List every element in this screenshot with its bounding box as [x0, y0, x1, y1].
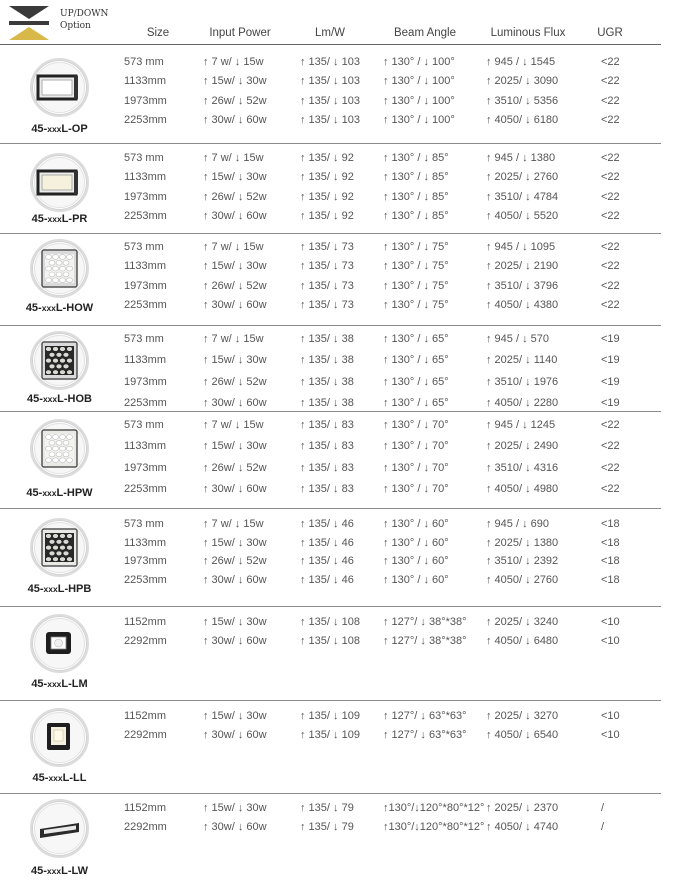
- input-power-cell: ↑ 30w/ ↓ 60w: [203, 298, 267, 311]
- table-row: [0, 152, 691, 170]
- input-power-cell: ↑ 15w/ ↓ 30w: [203, 260, 267, 273]
- section-divider: [0, 606, 661, 607]
- ugr-cell: /: [601, 821, 605, 833]
- luminous-flux-cell: ↑ 3510/ ↓ 1976: [486, 375, 559, 388]
- product-code-variable: xxx: [47, 679, 62, 689]
- section-divider: [0, 700, 661, 701]
- ugr-cell: <22: [601, 75, 620, 88]
- beam-angle-cell: ↑ 130° / ↓ 60°: [383, 574, 449, 587]
- product-code-prefix: 45-: [26, 487, 43, 499]
- product-code-suffix: L-HOB: [57, 393, 92, 405]
- beam-angle-cell: ↑ 130° / ↓ 100°: [383, 75, 455, 88]
- luminous-flux-cell: ↑ 2025/ ↓ 3090: [486, 75, 559, 88]
- ugr-cell: <22: [601, 482, 620, 495]
- size-cell: 2253mm: [124, 396, 167, 409]
- luminous-flux-cell: ↑ 4050/ ↓ 6540: [486, 729, 559, 741]
- product-section: [0, 325, 691, 411]
- ugr-cell: <10: [601, 635, 620, 647]
- luminous-flux-cell: ↑ 2025/ ↓ 2190: [486, 260, 559, 273]
- input-power-cell: ↑ 15w/ ↓ 30w: [203, 75, 267, 88]
- luminous-flux-cell: ↑ 3510/ ↓ 5356: [486, 94, 559, 107]
- product-code-prefix: 45-: [27, 583, 44, 595]
- product-code-suffix: L-OP: [61, 123, 88, 135]
- product-code-variable: xxx: [42, 394, 58, 404]
- size-cell: 1152mm: [124, 710, 166, 722]
- table-row: [0, 56, 691, 74]
- option-label: [60, 8, 108, 32]
- input-power-cell: ↑ 26w/ ↓ 52w: [203, 190, 267, 203]
- column-header-luminous-flux: Luminous Flux: [490, 27, 566, 39]
- option-label-line1: UP/DOWN: [60, 9, 109, 19]
- input-power-cell: ↑ 26w/ ↓ 52w: [203, 555, 267, 568]
- column-header-input-power: Input Power: [209, 27, 271, 39]
- product-code: [12, 865, 107, 877]
- input-power-cell: ↑ 30w/ ↓ 60w: [203, 396, 267, 409]
- table-row: [0, 537, 691, 555]
- lm-w-cell: ↑ 135/ ↓ 38: [300, 375, 354, 388]
- lm-w-cell: ↑ 135/ ↓ 46: [300, 518, 354, 530]
- luminous-flux-cell: ↑ 945 / ↓ 570: [486, 333, 549, 345]
- table-row: [0, 440, 691, 458]
- ugr-cell: /: [601, 802, 605, 814]
- input-power-cell: ↑ 7 w/ ↓ 15w: [203, 56, 264, 68]
- ugr-cell: <22: [601, 279, 620, 292]
- table-row: [0, 518, 691, 536]
- table-row: [0, 354, 691, 372]
- product-code-suffix: L-LW: [61, 865, 88, 877]
- product-code: [12, 772, 107, 784]
- size-cell: 1973mm: [124, 375, 167, 388]
- beam-angle-cell: ↑ 130° / ↓ 60°: [383, 518, 449, 530]
- beam-angle-cell: ↑ 127°/ ↓ 38°*38°: [383, 635, 467, 647]
- size-cell: 2253mm: [124, 482, 167, 495]
- table-row: [0, 710, 691, 728]
- product-section: [0, 793, 691, 885]
- beam-angle-cell: ↑ 130° / ↓ 65°: [383, 333, 449, 345]
- beam-angle-cell: ↑ 130° / ↓ 100°: [383, 94, 455, 107]
- lm-w-cell: ↑ 135/ ↓ 38: [300, 354, 354, 367]
- lm-w-cell: ↑ 135/ ↓ 79: [300, 802, 354, 814]
- input-power-cell: ↑ 26w/ ↓ 52w: [203, 461, 267, 474]
- size-cell: 2253mm: [124, 574, 167, 587]
- size-cell: 2253mm: [124, 113, 167, 126]
- input-power-cell: ↑ 15w/ ↓ 30w: [203, 616, 267, 628]
- input-power-cell: ↑ 15w/ ↓ 30w: [203, 802, 267, 814]
- header-divider: [0, 44, 661, 45]
- section-divider: [0, 325, 661, 326]
- luminous-flux-cell: ↑ 2025/ ↓ 2370: [486, 802, 559, 814]
- table-row: [0, 729, 691, 747]
- input-power-cell: ↑ 7 w/ ↓ 15w: [203, 518, 264, 530]
- product-code-suffix: L-HPB: [57, 583, 92, 595]
- ugr-cell: <19: [601, 375, 620, 388]
- input-power-cell: ↑ 15w/ ↓ 30w: [203, 440, 267, 453]
- lm-w-cell: ↑ 135/ ↓ 83: [300, 419, 354, 431]
- ugr-cell: <18: [601, 536, 620, 549]
- lm-w-cell: ↑ 135/ ↓ 83: [300, 482, 354, 495]
- ugr-cell: <10: [601, 616, 620, 628]
- table-row: [0, 419, 691, 437]
- beam-angle-cell: ↑ 130° / ↓ 100°: [383, 56, 455, 68]
- lm-w-cell: ↑ 135/ ↓ 108: [300, 616, 360, 628]
- beam-angle-cell: ↑130°/↓120°*80°*12°: [383, 802, 485, 814]
- lm-w-cell: ↑ 135/ ↓ 83: [300, 440, 354, 453]
- size-cell: 2292mm: [124, 635, 167, 647]
- table-row: [0, 299, 691, 317]
- lm-w-cell: ↑ 135/ ↓ 92: [300, 190, 354, 203]
- input-power-cell: ↑ 15w/ ↓ 30w: [203, 536, 267, 549]
- size-cell: 573 mm: [124, 518, 164, 530]
- input-power-cell: ↑ 7 w/ ↓ 15w: [203, 152, 264, 164]
- beam-angle-cell: ↑ 130° / ↓ 75°: [383, 260, 449, 273]
- size-cell: 2253mm: [124, 298, 167, 311]
- lm-w-cell: ↑ 135/ ↓ 46: [300, 536, 354, 549]
- beam-angle-cell: ↑ 127°/ ↓ 63°*63°: [383, 710, 467, 722]
- input-power-cell: ↑ 26w/ ↓ 52w: [203, 375, 267, 388]
- beam-angle-cell: ↑ 130° / ↓ 65°: [383, 375, 449, 388]
- table-row: [0, 171, 691, 189]
- luminous-flux-cell: ↑ 3510/ ↓ 2392: [486, 555, 559, 568]
- input-power-cell: ↑ 30w/ ↓ 60w: [203, 821, 267, 833]
- table-row: [0, 95, 691, 113]
- size-cell: 2292mm: [124, 729, 167, 741]
- size-cell: 1133mm: [124, 440, 166, 453]
- section-divider: [0, 233, 661, 234]
- table-row: [0, 260, 691, 278]
- product-code-suffix: L-PR: [61, 213, 88, 225]
- table-row: [0, 462, 691, 480]
- size-cell: 1973mm: [124, 190, 167, 203]
- product-code-variable: xxx: [43, 584, 58, 594]
- product-section: [0, 700, 691, 793]
- lm-w-cell: ↑ 135/ ↓ 79: [300, 821, 354, 833]
- ugr-cell: <22: [601, 209, 620, 222]
- luminous-flux-cell: ↑ 3510/ ↓ 4316: [486, 461, 559, 474]
- ugr-cell: <22: [601, 461, 620, 474]
- lm-w-cell: ↑ 135/ ↓ 92: [300, 209, 354, 222]
- product-code-suffix: L-HOW: [55, 302, 94, 314]
- beam-angle-cell: ↑ 130° / ↓ 70°: [383, 482, 449, 495]
- lm-w-cell: ↑ 135/ ↓ 109: [300, 710, 360, 722]
- product-code: [12, 678, 107, 690]
- beam-angle-cell: ↑ 130° / ↓ 65°: [383, 354, 449, 367]
- input-power-cell: ↑ 30w/ ↓ 60w: [203, 574, 267, 587]
- lm-w-cell: ↑ 135/ ↓ 73: [300, 241, 354, 253]
- size-cell: 1973mm: [124, 279, 167, 292]
- luminous-flux-cell: ↑ 2025/ ↓ 1140: [486, 354, 558, 367]
- beam-angle-cell: ↑ 130° / ↓ 60°: [383, 536, 449, 549]
- lm-w-cell: ↑ 135/ ↓ 83: [300, 461, 354, 474]
- size-cell: 2292mm: [124, 821, 167, 833]
- product-code-suffix: L-LL: [62, 772, 87, 784]
- ugr-cell: <22: [601, 171, 620, 184]
- luminous-flux-cell: ↑ 4050/ ↓ 2280: [486, 396, 559, 409]
- column-header-lm-w: Lm/W: [314, 27, 346, 39]
- input-power-cell: ↑ 7 w/ ↓ 15w: [203, 333, 264, 345]
- product-section: [0, 143, 691, 233]
- lm-w-cell: ↑ 135/ ↓ 103: [300, 56, 360, 68]
- size-cell: 1133mm: [124, 75, 166, 88]
- size-cell: 573 mm: [124, 333, 164, 345]
- beam-angle-cell: ↑ 130° / ↓ 60°: [383, 555, 449, 568]
- lm-w-cell: ↑ 135/ ↓ 38: [300, 333, 354, 345]
- beam-angle-cell: ↑ 130° / ↓ 75°: [383, 298, 449, 311]
- ugr-cell: <22: [601, 440, 620, 453]
- table-row: [0, 821, 691, 839]
- size-cell: 1973mm: [124, 555, 167, 568]
- beam-angle-cell: ↑ 130° / ↓ 70°: [383, 440, 449, 453]
- ugr-cell: <18: [601, 574, 620, 587]
- ugr-cell: <18: [601, 518, 620, 530]
- input-power-cell: ↑ 15w/ ↓ 30w: [203, 354, 267, 367]
- column-header-beam-angle: Beam Angle: [393, 27, 456, 39]
- beam-angle-cell: ↑ 130° / ↓ 85°: [383, 171, 449, 184]
- product-code-suffix: L-HPW: [56, 487, 93, 499]
- ugr-cell: <22: [601, 56, 620, 68]
- table-row: [0, 241, 691, 259]
- input-power-cell: ↑ 30w/ ↓ 60w: [203, 729, 267, 741]
- size-cell: 1133mm: [124, 260, 166, 273]
- lm-w-cell: ↑ 135/ ↓ 92: [300, 152, 354, 164]
- ugr-cell: <19: [601, 354, 620, 367]
- beam-angle-cell: ↑130°/↓120°*80°*12°: [383, 821, 485, 833]
- size-cell: 1133mm: [124, 536, 166, 549]
- product-code-suffix: L-LM: [61, 678, 88, 690]
- beam-angle-cell: ↑ 130° / ↓ 75°: [383, 241, 449, 253]
- lm-w-cell: ↑ 135/ ↓ 73: [300, 298, 354, 311]
- beam-angle-cell: ↑ 130° / ↓ 85°: [383, 190, 449, 203]
- ugr-cell: <22: [601, 152, 620, 164]
- size-cell: 1973mm: [124, 94, 167, 107]
- luminous-flux-cell: ↑ 3510/ ↓ 3796: [486, 279, 559, 292]
- lm-w-cell: ↑ 135/ ↓ 38: [300, 396, 354, 409]
- input-power-cell: ↑ 30w/ ↓ 60w: [203, 113, 267, 126]
- beam-angle-cell: ↑ 130° / ↓ 65°: [383, 396, 449, 409]
- product-code-prefix: 45-: [31, 678, 48, 690]
- lm-w-cell: ↑ 135/ ↓ 109: [300, 729, 360, 741]
- ugr-cell: <22: [601, 94, 620, 107]
- luminous-flux-cell: ↑ 4050/ ↓ 4740: [486, 821, 559, 833]
- ugr-cell: <10: [601, 710, 620, 722]
- size-cell: 573 mm: [124, 241, 164, 253]
- lm-w-cell: ↑ 135/ ↓ 108: [300, 635, 360, 647]
- product-code-variable: xxx: [48, 773, 63, 783]
- size-cell: 573 mm: [124, 419, 164, 431]
- section-divider: [0, 793, 661, 794]
- beam-angle-cell: ↑ 130° / ↓ 70°: [383, 461, 449, 474]
- luminous-flux-cell: ↑ 945 / ↓ 1380: [486, 152, 556, 164]
- size-cell: 2253mm: [124, 209, 167, 222]
- table-row: [0, 802, 691, 820]
- beam-angle-cell: ↑ 130° / ↓ 70°: [383, 419, 449, 431]
- luminous-flux-cell: ↑ 2025/ ↓ 2490: [486, 440, 559, 453]
- luminous-flux-cell: ↑ 945 / ↓ 1095: [486, 241, 556, 253]
- product-code-prefix: 45-: [31, 213, 48, 225]
- input-power-cell: ↑ 30w/ ↓ 60w: [203, 635, 267, 647]
- ugr-cell: <18: [601, 555, 620, 568]
- column-header-size: Size: [146, 27, 170, 39]
- beam-angle-cell: ↑ 130° / ↓ 100°: [383, 113, 455, 126]
- table-row: [0, 555, 691, 573]
- luminous-flux-cell: ↑ 4050/ ↓ 6480: [486, 635, 559, 647]
- table-row: [0, 210, 691, 228]
- column-header-ugr: UGR: [597, 27, 623, 39]
- up-down-option-logo-icon: [9, 6, 49, 40]
- product-code-variable: xxx: [47, 214, 62, 224]
- luminous-flux-cell: ↑ 945 / ↓ 1545: [486, 56, 556, 68]
- product-section: [0, 606, 691, 700]
- table-row: [0, 114, 691, 132]
- product-code-prefix: 45-: [32, 772, 49, 784]
- luminous-flux-cell: ↑ 2025/ ↓ 1380: [486, 536, 559, 549]
- luminous-flux-cell: ↑ 4050/ ↓ 5520: [486, 209, 559, 222]
- product-code-variable: xxx: [46, 866, 62, 876]
- table-row: [0, 191, 691, 209]
- product-code-variable: xxx: [42, 488, 57, 498]
- size-cell: 1133mm: [124, 171, 166, 184]
- input-power-cell: ↑ 15w/ ↓ 30w: [203, 171, 267, 184]
- table-row: [0, 75, 691, 93]
- luminous-flux-cell: ↑ 945 / ↓ 1245: [486, 419, 556, 431]
- product-section: [0, 46, 691, 143]
- product-code-variable: xxx: [47, 124, 62, 134]
- luminous-flux-cell: ↑ 2025/ ↓ 2760: [486, 171, 559, 184]
- luminous-flux-cell: ↑ 4050/ ↓ 4980: [486, 482, 559, 495]
- product-code-prefix: 45-: [31, 123, 48, 135]
- luminous-flux-cell: ↑ 945 / ↓ 690: [486, 518, 549, 530]
- lm-w-cell: ↑ 135/ ↓ 46: [300, 555, 354, 568]
- size-cell: 1133mm: [124, 354, 166, 367]
- beam-angle-cell: ↑ 130° / ↓ 85°: [383, 152, 449, 164]
- input-power-cell: ↑ 30w/ ↓ 60w: [203, 482, 267, 495]
- luminous-flux-cell: ↑ 4050/ ↓ 6180: [486, 113, 559, 126]
- product-code-prefix: 45-: [31, 865, 47, 877]
- input-power-cell: ↑ 30w/ ↓ 60w: [203, 209, 267, 222]
- size-cell: 573 mm: [124, 56, 164, 68]
- luminous-flux-cell: ↑ 2025/ ↓ 3240: [486, 616, 559, 628]
- luminous-flux-cell: ↑ 4050/ ↓ 2760: [486, 574, 559, 587]
- beam-angle-cell: ↑ 127°/ ↓ 38°*38°: [383, 616, 467, 628]
- size-cell: 1152mm: [124, 616, 166, 628]
- product-code-prefix: 45-: [25, 302, 42, 314]
- lm-w-cell: ↑ 135/ ↓ 92: [300, 171, 354, 184]
- ugr-cell: <22: [601, 419, 620, 431]
- table-row: [0, 616, 691, 634]
- size-cell: 573 mm: [124, 152, 164, 164]
- ugr-cell: <19: [601, 396, 620, 409]
- input-power-cell: ↑ 7 w/ ↓ 15w: [203, 419, 264, 431]
- luminous-flux-cell: ↑ 2025/ ↓ 3270: [486, 710, 559, 722]
- lm-w-cell: ↑ 135/ ↓ 103: [300, 75, 360, 88]
- input-power-cell: ↑ 26w/ ↓ 52w: [203, 94, 267, 107]
- section-divider: [0, 411, 661, 412]
- table-header: [0, 0, 691, 46]
- ugr-cell: <22: [601, 190, 620, 203]
- ugr-cell: <22: [601, 298, 620, 311]
- ugr-cell: <10: [601, 729, 620, 741]
- beam-angle-cell: ↑ 127°/ ↓ 63°*63°: [383, 729, 467, 741]
- input-power-cell: ↑ 26w/ ↓ 52w: [203, 279, 267, 292]
- option-label-line2: Option: [60, 21, 91, 31]
- input-power-cell: ↑ 15w/ ↓ 30w: [203, 710, 267, 722]
- ugr-cell: <22: [601, 260, 620, 273]
- lm-w-cell: ↑ 135/ ↓ 103: [300, 94, 360, 107]
- size-cell: 1973mm: [124, 461, 167, 474]
- ugr-cell: <22: [601, 241, 620, 253]
- table-row: [0, 635, 691, 653]
- product-section: [0, 233, 691, 325]
- beam-angle-cell: ↑ 130° / ↓ 85°: [383, 209, 449, 222]
- lm-w-cell: ↑ 135/ ↓ 73: [300, 279, 354, 292]
- product-section: [0, 411, 691, 508]
- luminous-flux-cell: ↑ 3510/ ↓ 4784: [486, 190, 559, 203]
- luminous-flux-cell: ↑ 4050/ ↓ 4380: [486, 298, 559, 311]
- table-row: [0, 280, 691, 298]
- table-row: [0, 483, 691, 501]
- lm-w-cell: ↑ 135/ ↓ 103: [300, 113, 360, 126]
- table-row: [0, 376, 691, 394]
- ugr-cell: <19: [601, 333, 620, 345]
- lm-w-cell: ↑ 135/ ↓ 46: [300, 574, 354, 587]
- table-row: [0, 574, 691, 592]
- size-cell: 1152mm: [124, 802, 166, 814]
- beam-angle-cell: ↑ 130° / ↓ 75°: [383, 279, 449, 292]
- section-divider: [0, 143, 661, 144]
- product-section: [0, 508, 691, 606]
- product-code-prefix: 45-: [27, 393, 43, 405]
- product-code-variable: xxx: [41, 303, 56, 313]
- table-row: [0, 333, 691, 351]
- section-divider: [0, 508, 661, 509]
- ugr-cell: <22: [601, 113, 620, 126]
- lm-w-cell: ↑ 135/ ↓ 73: [300, 260, 354, 273]
- input-power-cell: ↑ 7 w/ ↓ 15w: [203, 241, 264, 253]
